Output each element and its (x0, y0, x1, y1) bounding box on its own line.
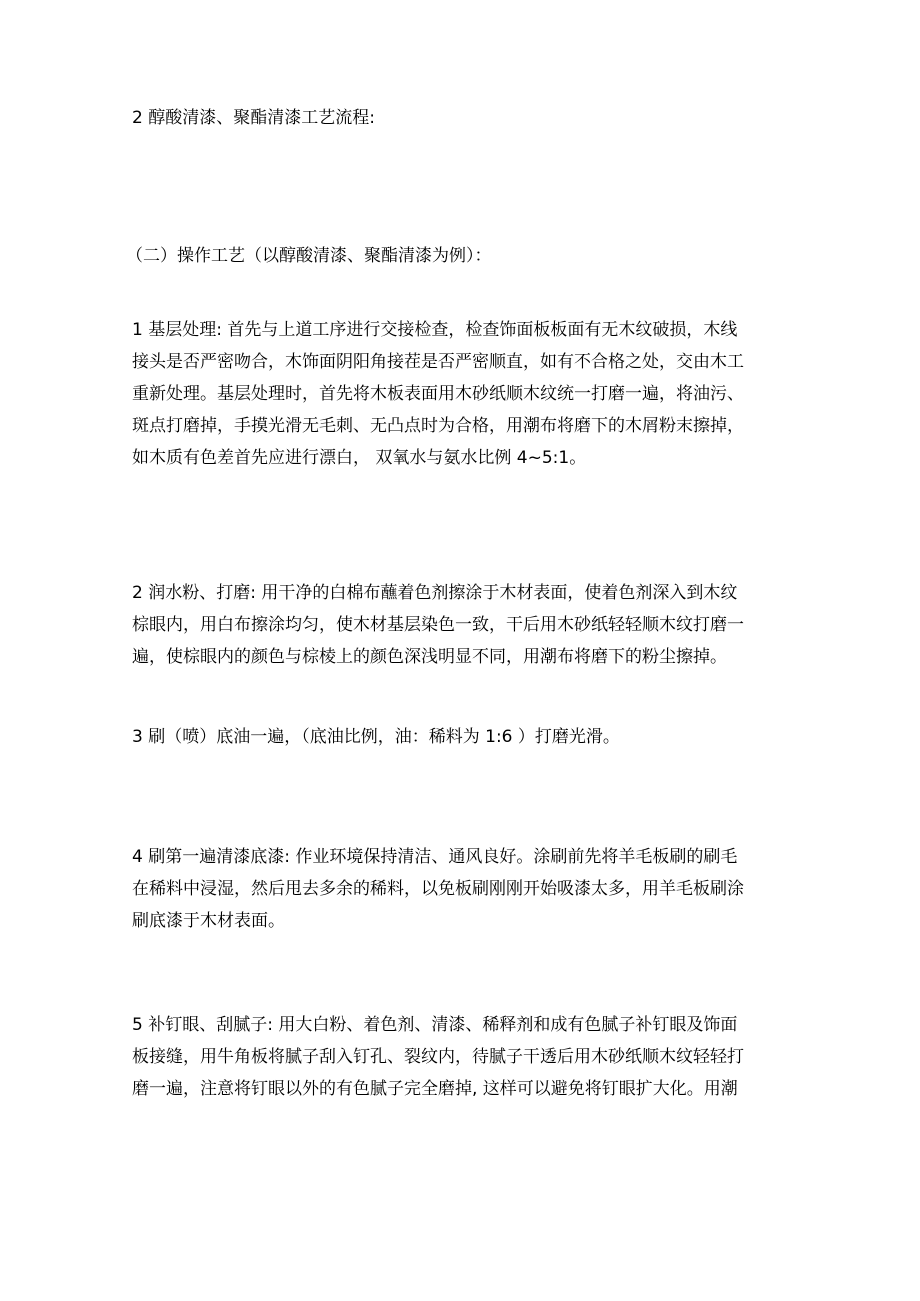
paragraph-line: 板接缝，用牛角板将腻子刮入钉孔、裂纹内，待腻子干透后用木砂纸顺木纹轻轻打 (132, 1047, 744, 1067)
paragraph-line: 斑点打磨掉，手摸光滑无毛刺、无凸点时为合格，用潮布将磨下的木屑粉末擦掉， (132, 416, 744, 436)
sub-heading: （二）操作工艺（以醇酸清漆、聚酯清漆为例）： (126, 246, 492, 266)
paragraph-water-powder (132, 577, 812, 673)
paragraph-line: 接头是否严密吻合，木饰面阴阳角接茬是否严密顺直，如有不合格之处，交由木工 (132, 352, 744, 372)
paragraph-line: 棕眼内，用白布擦涂均匀，使木材基层染色一致，干后用木砂纸轻轻顺木纹打磨一 (132, 615, 744, 635)
paragraph-first-coat (132, 841, 812, 937)
paragraph-line: 1 基层处理: 首先与上道工序进行交接检查，检查饰面板板面有无木纹破损，木线 (132, 320, 738, 340)
paragraph-line: 遍，使棕眼内的颜色与棕棱上的颜色深浅明显不同，用潮布将磨下的粉尘擦掉。 (132, 647, 727, 667)
paragraph-line: 2 润水粉、打磨: 用干净的白棉布蘸着色剂擦涂于木材表面，使着色剂深入到木纹 (132, 583, 738, 603)
paragraph-line: 如木质有色差首先应进行漂白， 双氧水与氨水比例 4~5:1。 (132, 448, 587, 468)
paragraph-putty (132, 1009, 812, 1105)
paragraph-line: 4 刷第一遍清漆底漆: 作业环境保持清洁、通风良好。涂刷前先将羊毛板刷的刷毛 (132, 847, 738, 867)
paragraph-line: 刷底漆于木材表面。 (132, 911, 285, 931)
paragraph-line: 5 补钉眼、刮腻子: 用大白粉、着色剂、清漆、稀释剂和成有色腻子补钉眼及饰面 (132, 1015, 738, 1035)
paragraph-line: 在稀料中浸湿，然后甩去多余的稀料，以免板刷刚刚开始吸漆太多，用羊毛板刷涂 (132, 879, 744, 899)
paragraph-base-treatment (132, 314, 812, 474)
paragraph-line: 磨一遍，注意将钉眼以外的有色腻子完全磨掉, 这样可以避免将钉眼扩大化。用潮 (132, 1079, 738, 1099)
paragraph-line: 重新处理。基层处理时，首先将木板表面用木砂纸顺木纹统一打磨一遍，将油污、 (132, 384, 744, 404)
section-heading: 2 醇酸清漆、聚酯清漆工艺流程: (132, 108, 375, 128)
paragraph-primer: 3 刷（喷）底油一遍，（底油比例，油：稀料为 1:6 ）打磨光滑。 (132, 727, 620, 747)
